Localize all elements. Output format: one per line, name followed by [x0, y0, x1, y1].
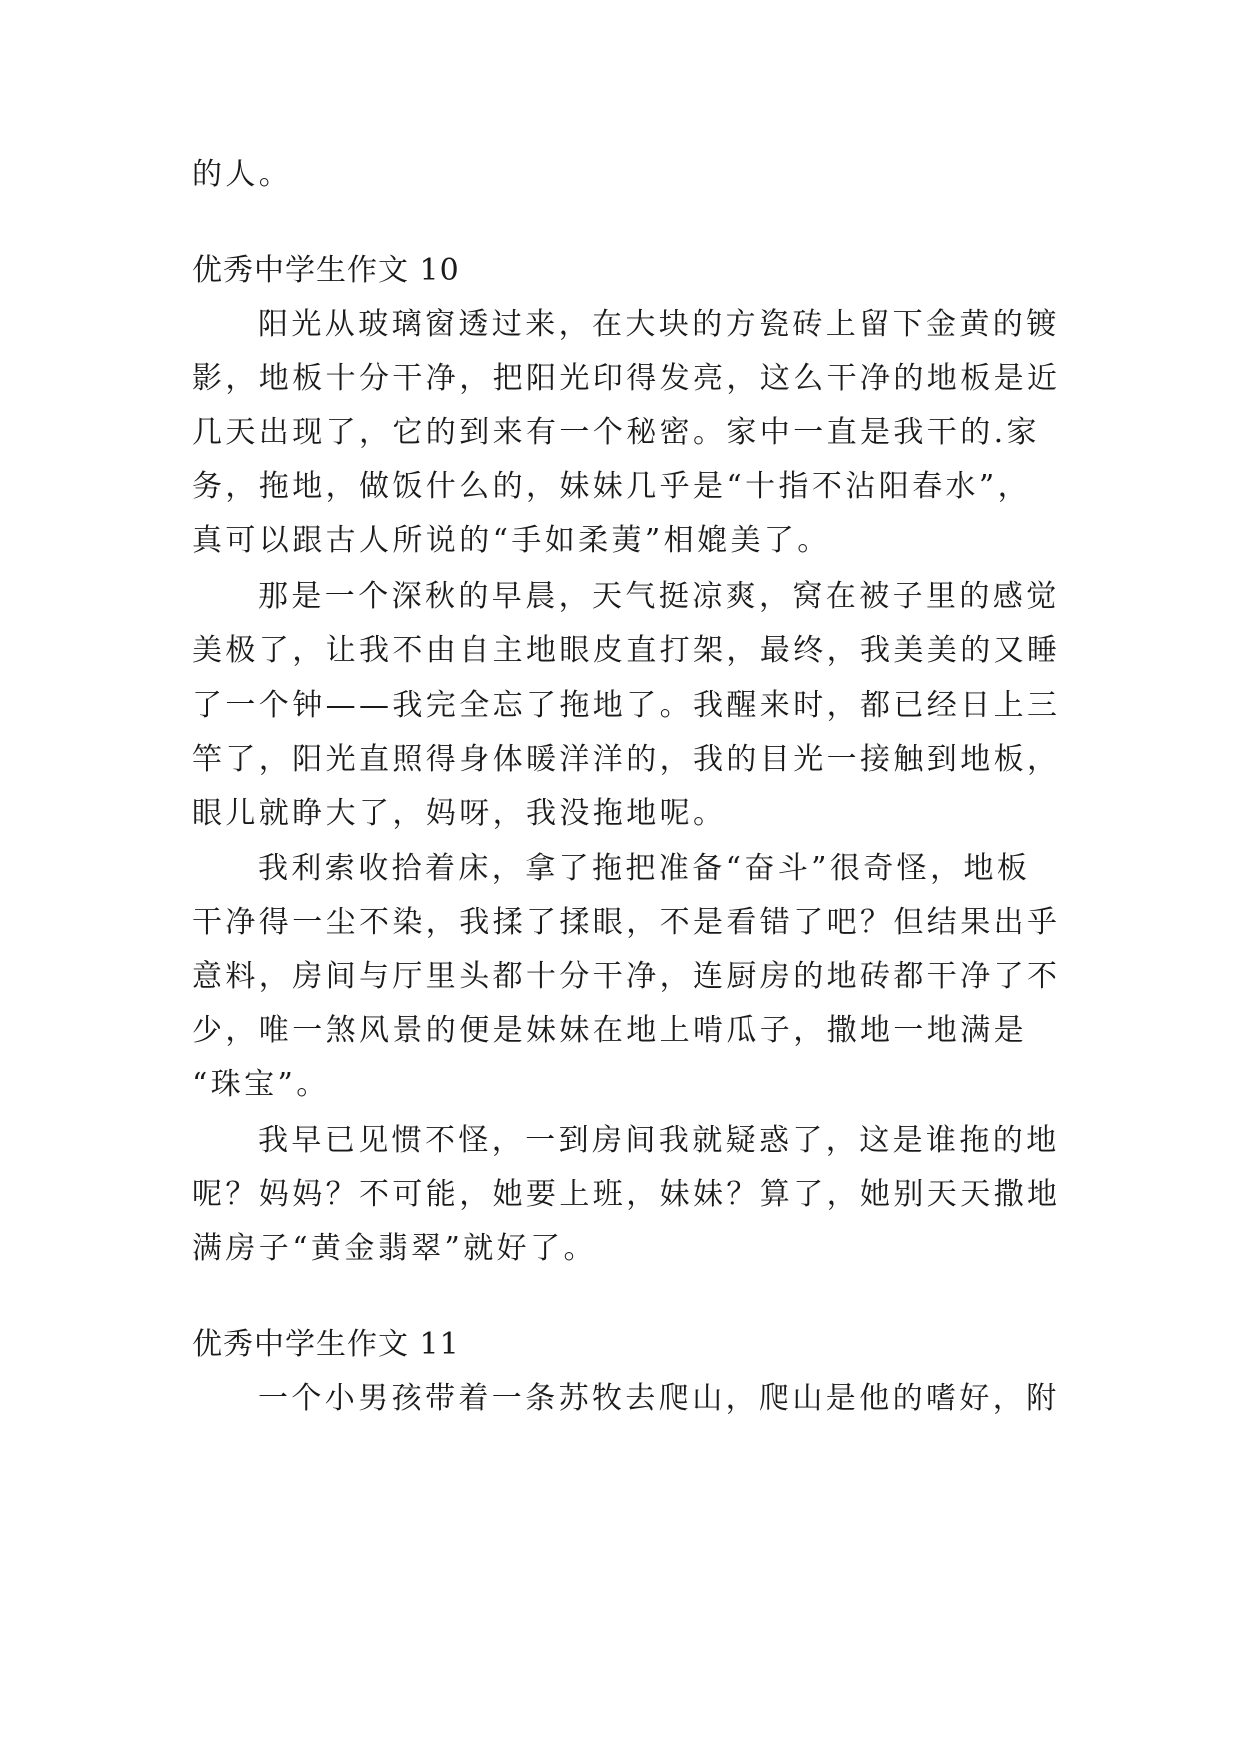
paragraph-line: 阳光从玻璃窗透过来，在大块的方瓷砖上留下金黄的镀: [258, 307, 1060, 342]
essay-heading: 优秀中学生作文 10: [192, 253, 460, 288]
paragraph-line: 满房子“黄金翡翠”就好了。: [192, 1231, 597, 1266]
paragraph-line: 我早已见惯不怪，一到房间我就疑惑了，这是谁拖的地: [258, 1123, 1060, 1158]
paragraph-line: 那是一个深秋的早晨，天气挺凉爽，窝在被子里的感觉: [258, 579, 1060, 614]
paragraph-line: 美极了，让我不由自主地眼皮直打架，最终，我美美的又睡: [192, 633, 1061, 668]
paragraph-line: 干净得一尘不染，我揉了揉眼，不是看错了吧？但结果出乎: [192, 905, 1061, 940]
paragraph-line: 几天出现了，它的到来有一个秘密。家中一直是我干的.家: [192, 415, 1040, 450]
paragraph-line: 的人。: [192, 157, 293, 192]
paragraph-line: 少，唯一煞风景的便是妹妹在地上啃瓜子，撒地一地满是: [192, 1013, 1027, 1048]
paragraph-line: “珠宝”。: [192, 1067, 330, 1102]
paragraph-line: 务，拖地，做饭什么的，妹妹几乎是“十指不沾阳春水”，: [192, 469, 1032, 504]
paragraph-line: 我利索收拾着床，拿了拖把准备“奋斗”很奇怪，地板: [258, 851, 1031, 886]
paragraph-line: 了一个钟——我完全忘了拖地了。我醒来时，都已经日上三: [192, 688, 1061, 723]
paragraph-line: 竿了，阳光直照得身体暖洋洋的，我的目光一接触到地板，: [192, 742, 1061, 777]
paragraph-line: 影，地板十分干净，把阳光印得发亮，这么干净的地板是近: [192, 361, 1061, 396]
paragraph-line: 意料，房间与厅里头都十分干净，连厨房的地砖都干净了不: [192, 959, 1061, 994]
paragraph-line: 真可以跟古人所说的“手如柔荑”相媲美了。: [192, 523, 831, 558]
essay-heading: 优秀中学生作文 11: [192, 1327, 460, 1362]
paragraph-line: 一个小男孩带着一条苏牧去爬山，爬山是他的嗜好，附: [258, 1381, 1060, 1416]
paragraph-line: 眼儿就睁大了，妈呀，我没拖地呢。: [192, 796, 727, 831]
paragraph-line: 呢？妈妈？不可能，她要上班，妹妹？算了，她别天天撒地: [192, 1177, 1061, 1212]
